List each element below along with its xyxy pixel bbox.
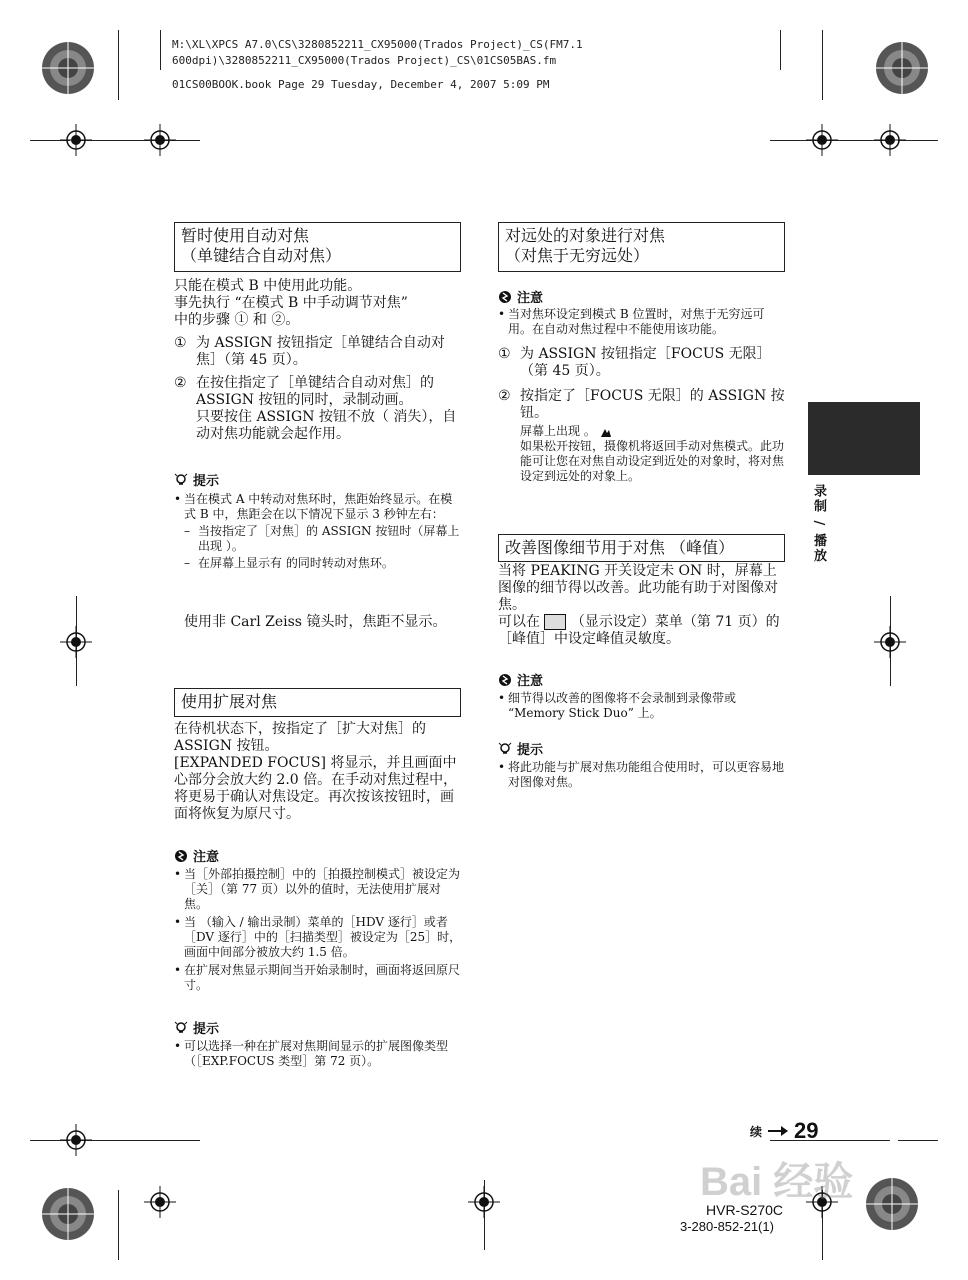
note-heading [498, 287, 543, 306]
note-item: • 当 （输入 / 输出录制）菜单的［HDV 逐行］或者［DV 逐行］中的［扫描类型］被设定为［25］时，画面中间部分被放大约 1.5 倍。 [174, 915, 462, 960]
section-title-line: 暂时使用自动对焦 [181, 226, 310, 245]
tip-label: 提示 [517, 743, 544, 758]
tip-subitem: – 在屏幕上显示有 的同时转动对焦环。 [184, 556, 462, 571]
note-icon [174, 849, 188, 863]
chapter-side-tab [808, 402, 920, 475]
tip-heading [174, 470, 219, 489]
page-number: 29 [794, 1118, 819, 1143]
right-arrow-icon [768, 1125, 788, 1137]
step-item [174, 375, 464, 443]
section-title-line: 改善图像细节用于对焦 （峰值） [505, 538, 735, 557]
step-text: 为 ASSIGN 按钮指定［FOCUS 无限］（第 45 页）。 [520, 346, 771, 379]
note-icon [498, 290, 512, 304]
step-subtext: 只要按住 ASSIGN 按钮不放（ 消失），自动对焦功能就会起作用。 [196, 409, 457, 442]
note-item: • 在扩展对焦显示期间当开始录制时，画面将返回原尺寸。 [174, 963, 462, 993]
section-one-push-af-body [174, 278, 464, 443]
crosshair-mark [144, 124, 176, 156]
note-icon [498, 673, 512, 687]
step-number: ① [174, 335, 187, 351]
section-title-expanded-focus [174, 688, 461, 717]
step-number: ② [498, 388, 511, 404]
step-subtext: 如果松开按钮，摄像机将返回手动对焦模式。此功能可让您在对焦自动设定到近处的对象时，将对焦设定到远处的对象上。 [520, 439, 785, 483]
section-title-infinity-focus [498, 222, 785, 272]
paragraph: 只能在模式 B 中使用此功能。 [174, 278, 362, 294]
note-label: 注意 [517, 674, 544, 689]
chapter-side-label: 录制 / 播放 [811, 484, 826, 564]
tip-item: • 可以选择一种在扩展对焦期间显示的扩展图像类型（［EXP.FOCUS 类型］第 72 页）。 [174, 1039, 462, 1069]
paragraph: 当将 PEAKING 开关设定未 ON 时，屏幕上图像的细节得以改善。此功能有助于对图像对焦。 [498, 563, 778, 613]
lightbulb-icon [174, 1021, 188, 1035]
paragraph: 在待机状态下，按指定了［扩大对焦］的 ASSIGN 按钮。 [174, 721, 426, 754]
lightbulb-icon [174, 473, 188, 487]
tip-label: 提示 [193, 474, 220, 489]
step-subtext [520, 424, 788, 439]
section-infinity-focus-steps [498, 346, 788, 484]
step-text: 在按住指定了［单键结合自动对焦］的 ASSIGN 按钮的同时，录制动画。 [196, 375, 434, 408]
header-path-line2: 600dpi)\3280852211_CX95000(Trados Project)_CS\01CS05BAS.fm [172, 54, 557, 67]
paragraph: 中的步骤 ① 和 ②。 [174, 312, 300, 328]
header-book-line: 01CS00BOOK.book Page 29 Tuesday, December 4, 2007 5:09 PM [172, 78, 550, 91]
note-list [174, 867, 462, 993]
section-title-line: （单键结合自动对焦） [181, 246, 342, 265]
model-number: HVR-S270C [706, 1202, 784, 1218]
document-code: 3-280-852-21(1) [680, 1219, 774, 1234]
header-path-line1: M:\XL\XPCS A7.0\CS\3280852211_CX95000(Trados Project)_CS(FM7.1 [172, 38, 583, 51]
tip-item: • 当在模式 A 中转动对焦环时，焦距始终显示。在模式 B 中，焦距会在以下情况下显示 3 秒钟左右： [174, 492, 462, 522]
note-heading [174, 846, 219, 865]
paragraph-fragment: （显示设定）菜单（第 71 页）的［峰值］中设定峰值灵敏度。 [498, 614, 780, 647]
tip-note: 使用非 Carl Zeiss 镜头时，焦距不显示。 [184, 614, 447, 630]
crosshair-mark [468, 1186, 500, 1218]
tip-list [174, 1039, 462, 1069]
tip-item: • 将此功能与扩展对焦功能组合使用时，可以更容易地对图像对焦。 [498, 760, 786, 790]
registration-mark-bottom-right [864, 1176, 920, 1232]
mountain-icon [600, 426, 612, 438]
note-list [498, 307, 786, 337]
registration-mark-top-left [40, 40, 96, 96]
crosshair-mark [874, 626, 906, 658]
note-item: • 细节得以改善的图像将不会录制到录像带或 “Memory Stick Duo” 上。 [498, 691, 786, 721]
tip-subitem: – 当按指定了［对焦］的 ASSIGN 按钮时（屏幕上出现 ）。 [184, 524, 462, 554]
section-title-peaking [498, 534, 785, 562]
continue-label: 续 [750, 1124, 763, 1139]
step-item [498, 346, 788, 380]
crosshair-mark [60, 1124, 92, 1156]
crosshair-mark [806, 124, 838, 156]
section-title-line: 对远处的对象进行对焦 [505, 226, 666, 245]
crosshair-mark [874, 124, 906, 156]
display-icon [544, 614, 566, 630]
registration-mark-top-right [874, 40, 930, 96]
tip-heading [174, 1018, 219, 1037]
page-continue [750, 1118, 819, 1144]
tip-list [498, 760, 786, 790]
registration-mark-bottom-left [40, 1186, 96, 1242]
section-title-one-push-af [174, 222, 461, 272]
step-item [174, 335, 464, 369]
section-title-line: （对焦于无穷远处） [505, 246, 650, 265]
crosshair-mark [144, 1186, 176, 1218]
note-label: 注意 [193, 850, 220, 865]
paragraph: 事先执行 “在模式 B 中手动调节对焦” [174, 295, 408, 311]
section-peaking-body [498, 563, 788, 648]
note-item: • 当［外部拍摄控制］中的［拍摄控制模式］被设定为［关］（第 77 页）以外的值时，无法使用扩展对焦。 [174, 867, 462, 912]
watermark: Bai 经验 [700, 1160, 854, 1204]
tip-heading [498, 739, 543, 758]
step-number: ② [174, 375, 187, 391]
tip-list [174, 492, 462, 571]
step-subtext-line: 屏幕上出现 。 [520, 424, 596, 438]
section-expanded-focus-body [174, 721, 464, 823]
step-item [498, 388, 788, 484]
lightbulb-icon [498, 742, 512, 756]
note-label: 注意 [517, 291, 544, 306]
note-item: • 当对焦环设定到模式 B 位置时，对焦于无穷远可用。在自动对焦过程中不能使用该功能。 [498, 307, 786, 337]
step-text: 按指定了［FOCUS 无限］的 ASSIGN 按钮。 [520, 388, 785, 421]
tip-label: 提示 [193, 1022, 220, 1037]
crosshair-mark [60, 626, 92, 658]
note-heading [498, 670, 543, 689]
note-list [498, 691, 786, 721]
paragraph: [EXPANDED FOCUS] 将显示，并且画面中心部分会放大约 2.0 倍。在手动对焦过程中，将更易于确认对焦设定。再次按该按钮时，画面将恢复为原尺寸。 [174, 755, 458, 822]
step-text: 为 ASSIGN 按钮指定［单键结合自动对焦］（第 45 页）。 [196, 335, 445, 368]
section-title-line: 使用扩展对焦 [181, 692, 278, 711]
crosshair-mark [60, 124, 92, 156]
step-number: ① [498, 346, 511, 362]
paragraph-fragment: 可以在 [498, 614, 540, 630]
